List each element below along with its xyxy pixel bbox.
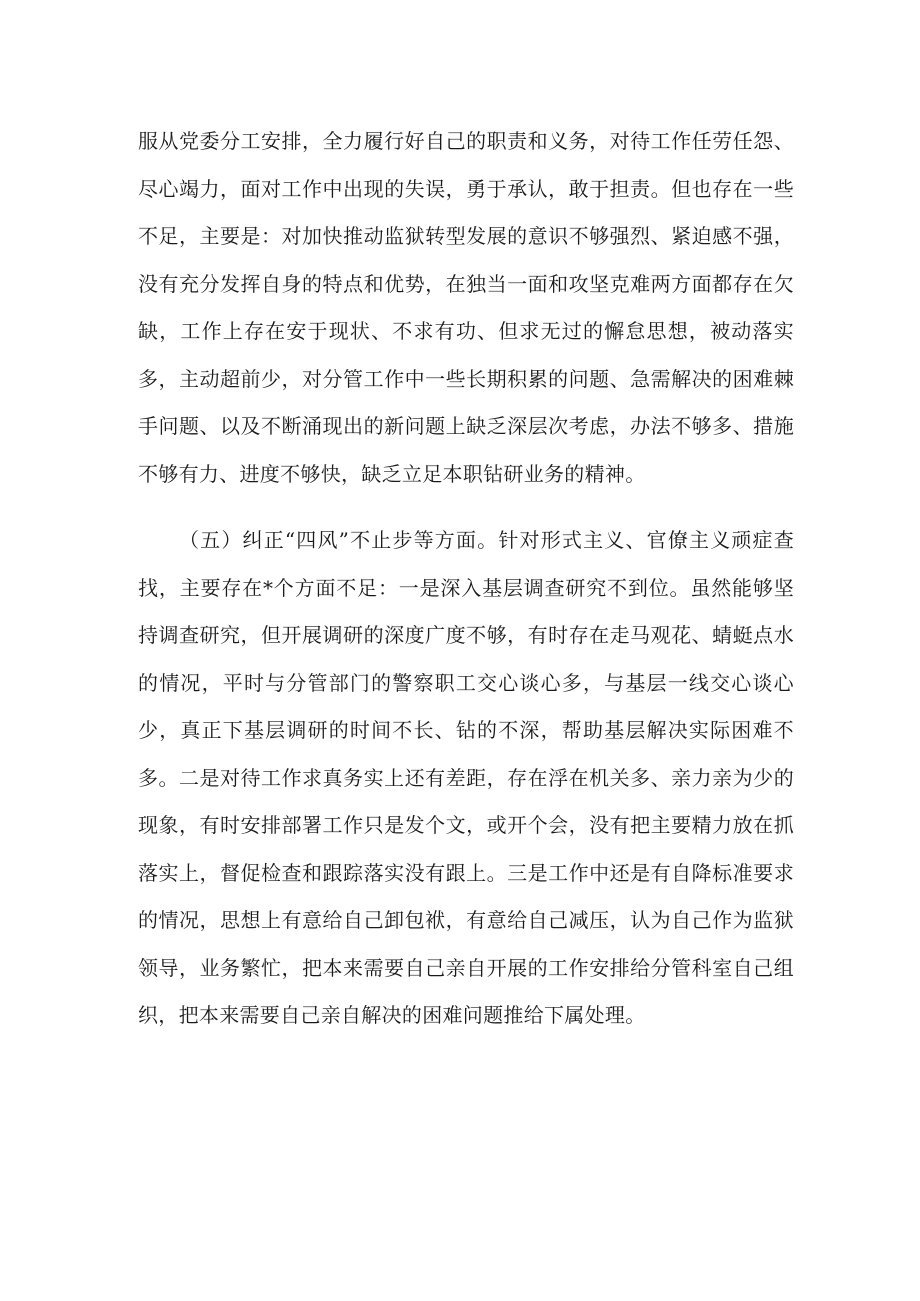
document-body (138, 118, 794, 1040)
paragraph-section-five: （五）纠正“四风”不止步等方面。针对形式主义、官僚主义顽症查找，主要存在*个方面不足：一是深入基层调查研究不到位。虽然能够坚持调查研究，但开展调研的深度广度不够，有时存在走马观花、蜻蜓点水的情况，平时与分管部门的警察职工交心谈心多，与基层一线交心谈心少，真正下基层调研的时间不长、钻的不深，帮助基层解决实际困难不多。二是对待工作求真务实上还有差距，存在浮在机关多、亲力亲为少的现象，有时安排部署工作只是发个文，或开个会，没有把主要精力放在抓落实上，督促检查和跟踪落实没有跟上。三是工作中还是有自降标准要求的情况，思想上有意给自己卸包袱，有意给自己减压，认为自己作为监狱领导，业务繁忙，把本来需要自己亲自开展的工作安排给分管科室自己组织，把本来需要自己亲自解决的困难问题推给下属处理。 (138, 528, 794, 1027)
paragraph-continuation: 服从党委分工安排，全力履行好自己的职责和义务，对待工作任劳任怨、尽心竭力，面对工作中出现的失误，勇于承认，敢于担责。但也存在一些不足，主要是：对加快推动监狱转型发展的意识不够强烈、紧迫感不强，没有充分发挥自身的特点和优势，在独当一面和攻坚克难两方面都存在欠缺，工作上存在安于现状、不求有功、但求无过的懈怠思想，被动落实多，主动超前少，对分管工作中一些长期积累的问题、急需解决的困难棘手问题、以及不断涌现出的新问题上缺乏深层次考虑，办法不够多、措施不够有力、进度不够快，缺乏立足本职钻研业务的精神。 (138, 129, 794, 486)
